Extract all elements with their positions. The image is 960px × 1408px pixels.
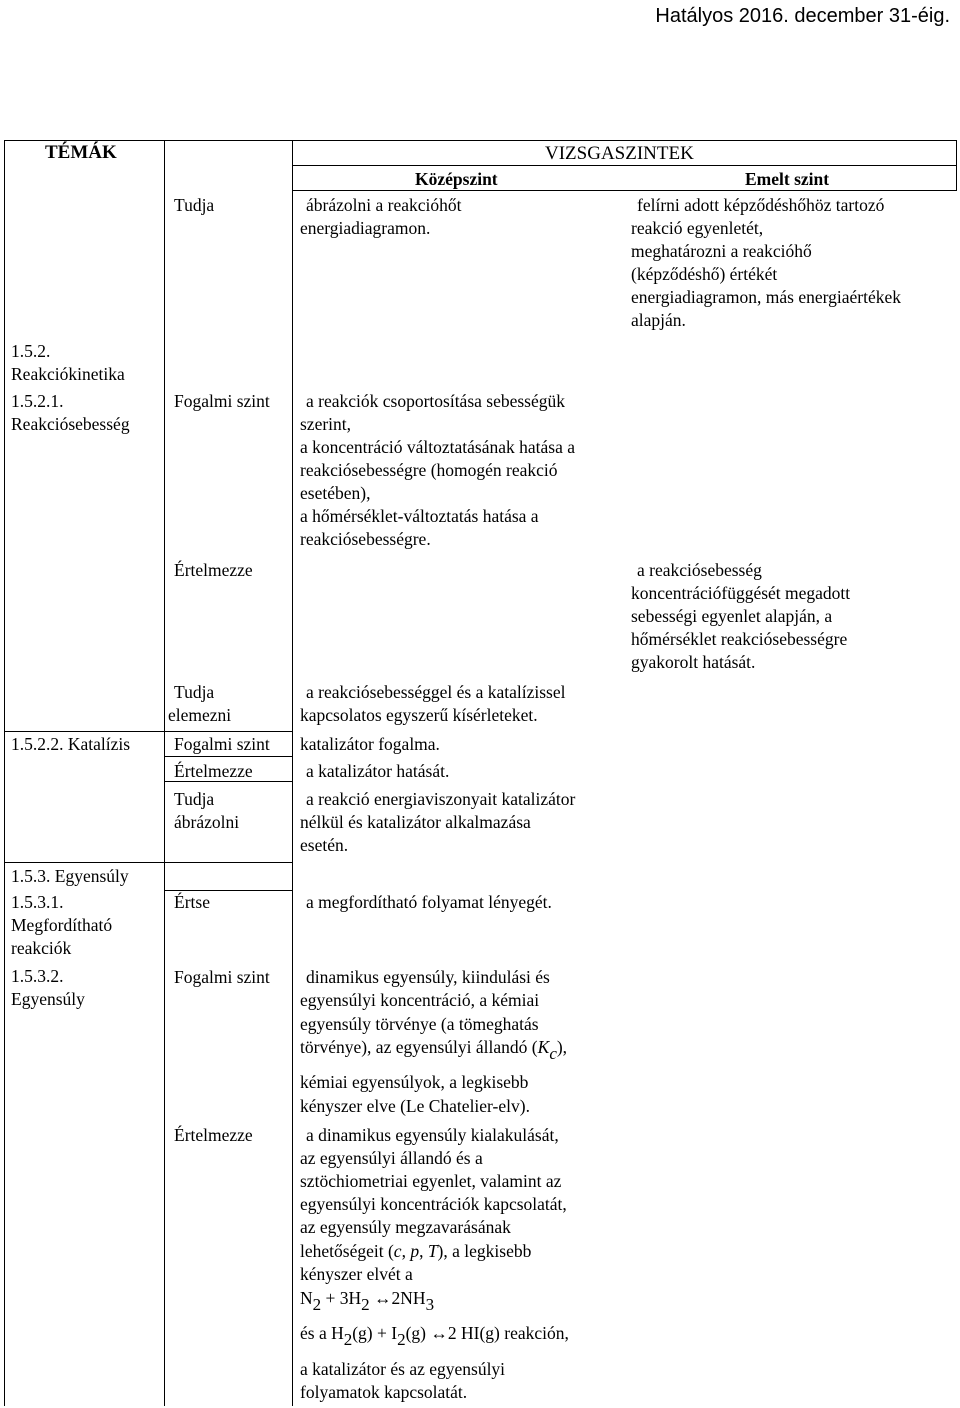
mid-r8-l4 [300,1036,568,1063]
mid-r2-l4: reakciósebességre (homogén reakció [300,460,558,480]
eq1-nh: ↔2NH [369,1288,426,1308]
verb-tudja-2: Tudja [174,682,215,702]
high-h1-l3: meghatározni a reakcióhő [631,241,812,261]
topic-reakciok: reakciók [11,938,72,958]
high-h1-l6: alapján. [631,310,686,330]
verb-fogalmi-szint-3: Fogalmi szint [174,967,270,987]
eq2-sub-1: 2 [343,1330,353,1349]
eq2-end: (g) ↔2 HI(g) reakción, [405,1323,569,1343]
table-left-border [4,140,5,1406]
eq2-i: (g) + I [352,1323,398,1343]
mid-r8-l3: egyensúly törvénye (a tömeghatás [300,1014,539,1034]
topic-egyensuly-2: Egyensúly [11,989,85,1009]
mid-r2-l1: a reakciók csoportosítása sebességük [306,391,566,411]
high-h2-l1: a reakciósebesség [637,560,762,580]
eq1-sub-2: 2 [361,1295,370,1314]
eq2-h: és a H [300,1323,344,1343]
verb-elemezni: elemezni [168,705,232,725]
verb-ertelmezze-3: Értelmezze [174,1125,253,1145]
mid-r1-l1: ábrázolni a reakcióhőt [306,195,462,215]
topic-katalizis: 1.5.2.2. Katalízis [11,734,131,754]
mid-r7: a megfordítható folyamat lényegét. [306,892,552,912]
high-h2-l2: koncentrációfüggését megadott [631,583,851,603]
verb-ertelmezze-2: Értelmezze [174,761,253,781]
mid-r10-l1: a katalizátor és az egyensúlyi [300,1359,506,1379]
topic-reakciosebesseg: Reakciósebesség [11,414,130,434]
var-p: p [410,1241,420,1261]
mid-r9-l6-end: ), a legkisebb [437,1241,532,1261]
comma-2: , [419,1241,428,1261]
eq1-sub-1: 2 [312,1295,322,1314]
mid-r8-l4-end: ), [556,1037,568,1057]
mid-r5: a katalizátor hatását. [306,761,450,781]
kc-symbol: K [537,1037,550,1057]
topic-megfordithato: Megfordítható [11,915,113,935]
high-h1-l2: reakció egyenletét, [631,218,764,238]
var-c: c [393,1241,402,1261]
mid-r9-l3: sztöchiometriai egyenlet, valamint az [300,1171,562,1191]
topics-header: TÉMÁK [45,142,117,163]
exam-header-divider [292,165,957,166]
mid-r3-l2: kapcsolatos egyszerű kísérleteket. [300,705,538,725]
topic-divider [164,140,165,1406]
high-h2-l4: hőmérséklet reakciósebességre [631,629,848,649]
mid-r9-l6 [300,1240,531,1263]
mid-r2-l2: szerint, [300,414,352,434]
level-header-divider [292,190,957,191]
topic-1-5-3-2: 1.5.3.2. [11,966,64,986]
mid-r6-l1: a reakció energiaviszonyait katalizátor [306,789,576,809]
mid-r2-l5: esetében), [300,483,371,503]
topic-egyensuly: 1.5.3. Egyensúly [11,866,129,886]
eq2-sub-2: 2 [397,1330,406,1349]
verb-ertse: Értse [174,892,210,912]
mid-r8-l6: kényszer elve (Le Chatelier-elv). [300,1096,530,1116]
eq1-n: N [300,1288,313,1308]
topic-1-5-2-1: 1.5.2.1. [11,391,64,411]
var-t: T [427,1241,438,1261]
eq1-sub-3: 3 [425,1295,435,1314]
row-line-egyensuly [4,862,292,863]
high-level-header: Emelt szint [745,169,830,189]
mid-r8-l1: dinamikus egyensúly, kiindulási és [306,967,550,987]
verb-fogalmi-szint-2: Fogalmi szint [174,734,270,754]
mid-r4: katalizátor fogalma. [300,734,440,754]
mid-r9-l1: a dinamikus egyensúly kialakulását, [306,1125,559,1145]
mid-level-header: Középszint [415,169,498,189]
mid-r2-l3: a koncentráció változtatásának hatása a [300,437,575,457]
mid-r8-l4-text: törvénye), az egyensúlyi állandó ( [300,1037,538,1057]
validity-header: Hatályos 2016. december 31-éig. [655,5,950,27]
eq1-h: + 3H [321,1288,362,1308]
mid-r10-l2: folyamatok kapcsolatát. [300,1382,468,1402]
verb-abrazolni: ábrázolni [174,812,240,832]
exam-levels-header: VIZSGASZINTEK [545,143,694,164]
topic-reakciokinetika: Reakciókinetika [11,364,125,384]
mid-r3-l1: a reakciósebességgel és a katalízissel [306,682,566,702]
mid-r9-l6-a: lehetőségeit ( [300,1241,394,1261]
mid-r6-l3: esetén. [300,835,349,855]
table-top-border [4,140,957,141]
high-h2-l5: gyakorolt hatását. [631,652,756,672]
equation-hi [300,1322,569,1349]
mid-r9-l2: az egyensúlyi állandó és a [300,1148,483,1168]
topic-1-5-2: 1.5.2. [11,341,51,361]
mid-r9-l4: egyensúlyi koncentrációk kapcsolatát, [300,1194,567,1214]
verb-ertelmezze: Értelmezze [174,560,253,580]
mid-r9-l5: az egyensúly megzavarásának [300,1217,511,1237]
mid-r1-l2: energiadiagramon. [300,218,431,238]
topic-1-5-3-1: 1.5.3.1. [11,892,64,912]
verb-divider [292,140,293,1406]
row-line-verbs-1 [164,756,292,757]
mid-r2-l6: a hőmérséklet-változtatás hatása a [300,506,539,526]
mid-r8-l5: kémiai egyensúlyok, a legkisebb [300,1072,529,1092]
equation-ammonia [300,1287,435,1314]
high-h2-l3: sebességi egyenlet alapján, a [631,606,833,626]
verb-tudja: Tudja [174,195,215,215]
mid-r9-l7: kényszer elvét a [300,1264,413,1284]
mid-r2-l7: reakciósebességre. [300,529,431,549]
row-line-katalizis [4,731,292,732]
mid-r6-l2: nélkül és katalizátor alkalmazása [300,812,531,832]
comma-1: , [401,1241,411,1261]
high-h1-l4: (képződéshő) értékét [631,264,778,284]
verb-tudja-3: Tudja [174,789,215,809]
high-h1-l5: energiadiagramon, más energiaértékek [631,287,901,307]
kc-subscript: c [549,1044,557,1063]
high-h1-l1: felírni adott képződéshőhöz tartozó [637,195,885,215]
mid-r8-l2: egyensúlyi koncentráció, a kémiai [300,990,540,1010]
verb-fogalmi-szint: Fogalmi szint [174,391,270,411]
